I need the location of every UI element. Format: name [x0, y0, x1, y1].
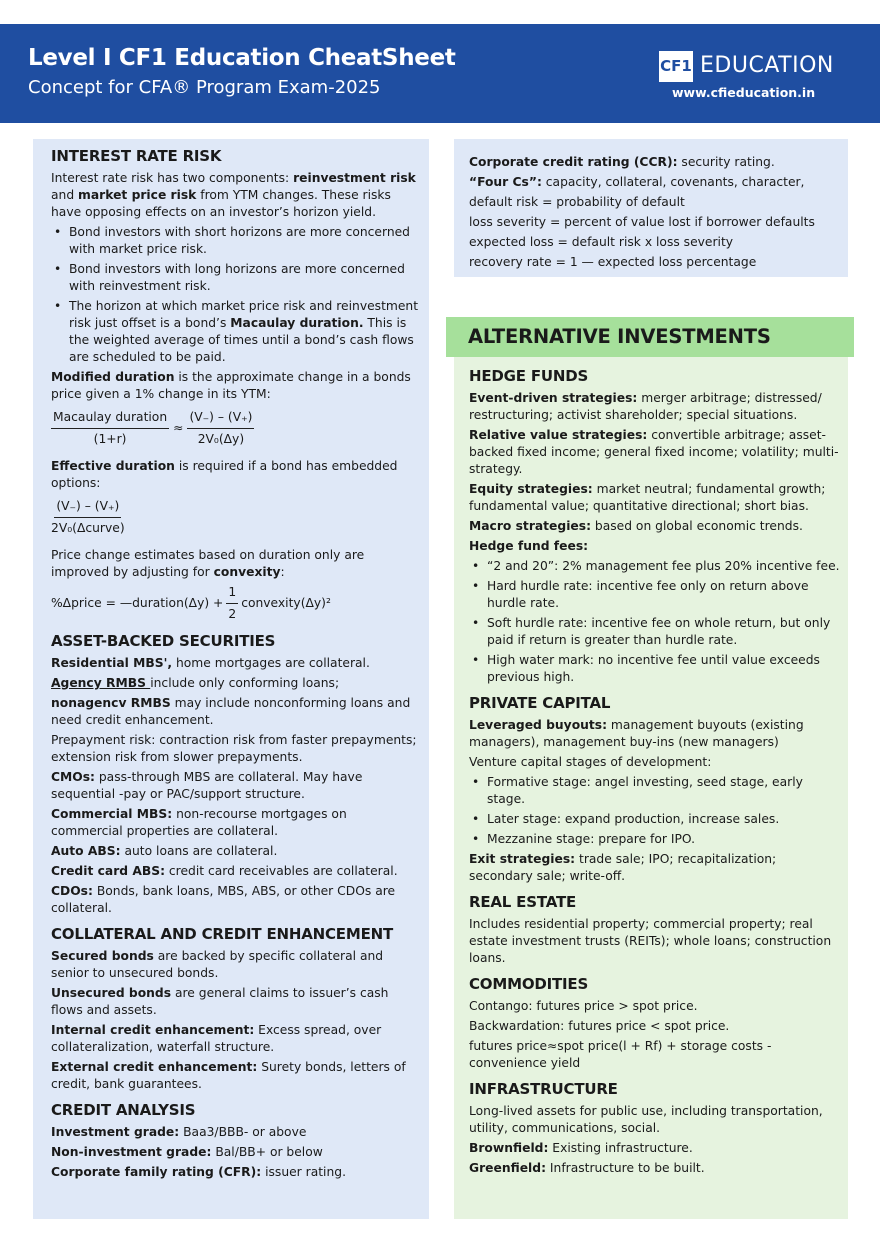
- page-subtitle: Concept for CFA® Program Exam-2025: [28, 77, 381, 98]
- effective-duration-text: Effective duration is required if a bond has embedded options:: [51, 459, 398, 490]
- venture-capital-stages-list: [469, 774, 841, 848]
- list-item: • Bond investors with short horizons are more concerned with market price risk.: [51, 224, 419, 258]
- page-title: Level I CF1 Education CheatSheet: [28, 45, 456, 71]
- section-heading-infrastructure: INFRASTRUCTURE: [469, 1080, 618, 1098]
- list-item: • Mezzanine stage: prepare for IPO.: [469, 831, 841, 848]
- irr-intro: Interest rate risk has two components: reinvestment risk and market price risk from YTM changes. These risks have opposing effects on an investor’s horizon yield.: [51, 171, 416, 219]
- website-link[interactable]: www.cfieducation.in: [672, 85, 816, 100]
- hedge-fund-fees-list: [469, 558, 841, 686]
- list-item: • Bond investors with long horizons are more concerned with reinvestment risk.: [51, 261, 419, 295]
- list-item: • Formative stage: angel investing, seed stage, early stage.: [469, 774, 841, 808]
- modified-duration-text: Modified duration is the approximate change in a bonds price given a 1% change in its YTM:: [51, 370, 411, 401]
- section-heading-credit-analysis: CREDIT ANALYSIS: [51, 1101, 196, 1119]
- list-item: • The horizon at which market price risk and reinvestment risk just offset is a bond’s Macaulay duration. This is the weighted average of times until a bond’s cash flows are scheduled to be paid.: [51, 298, 419, 366]
- section-heading-real-estate: REAL ESTATE: [469, 893, 577, 911]
- convexity-formula: %Δprice = —duration(Δy) + $\frac{1}{2}$ convexity(Δy)²: [51, 585, 331, 621]
- alt-investments-title: ALTERNATIVE INVESTMENTS: [468, 325, 771, 348]
- list-item: • Later stage: expand production, increase sales.: [469, 811, 841, 828]
- effective-duration-formula: $\frac{(V_-) - (V_+)}{\text{2V₀(Δcurve)}}$: [51, 499, 125, 535]
- modified-duration-formula: $\frac{\text{Macaulay duration}}{(1+r)}$ ≈ $\frac{(V_-) - (V_+)}{\text{2V₀(Δy)}}$: [53, 410, 253, 446]
- list-item: • High water mark: no incentive fee until value exceeds previous high.: [469, 652, 841, 686]
- section-heading-private-capital: PRIVATE CAPITAL: [469, 694, 611, 712]
- section-heading-hedge-funds: HEDGE FUNDS: [469, 367, 589, 385]
- logo-text: EDUCATION: [700, 53, 834, 78]
- list-item: • “2 and 20”: 2% management fee plus 20% incentive fee.: [469, 558, 841, 575]
- list-item: • Hard hurdle rate: incentive fee only on return above hurdle rate.: [469, 578, 841, 612]
- credit-analysis-continued: Corporate credit rating (CCR): security rating. “Four Cs”: capacity, collateral, covenants, character, default risk = probability of default loss severity = percent of value lost if borrower defaults expected loss = default risk x loss severity recovery rate = 1 — expected loss percentage: [469, 155, 815, 269]
- alternative-investments-column: HEDGE FUNDS Event-driven strategies: merger arbitrage; distressed/ restructuring; activist shareholder; special situations. Relative value strategies: convertible arbitrage; asset-backed fixed income; general fixed income; volatility; multi-strategy. Equity strategies: market neutral; fundamental growth; fundamental value; quantitative directional; short bias. Macro strategies: based on global economic trends. Hedge fund fees: • “2 and 20”: 2% management fee plus 20% incentive fee. • Hard hurdle rate: incentive fee only on return above hurdle rate. • Soft hurdle rate: incentive fee on whole return, but only paid if return is greater than hurdle rate. • High water mark: no incentive fee until value exceeds previous high. PRIVATE CAPITAL Leveraged buyouts: management buyouts (existing managers), management buy-ins (new managers) Venture capital stages of development: • Formative stage: angel investing, seed stage, early stage. • Later stage: expand production, increase sales. • Mezzanine stage: prepare for IPO. Exit strategies: trade sale; IPO; recapitalization; secondary sale; write-off. REAL ESTATE Includes residential property; commercial property; real estate investment trusts (REITs); whole loans; construction loans. COMMODITIES Contango: futures price > spot price. Backwardation: futures price < spot price. futures price≈spot price(l + Rf) + storage costs - convenience yield INFRASTRUCTURE Long-lived assets for public use, including transportation, utility, communications, social. Brownfield: Existing infrastructure. Greenfield: Infrastructure to be built.: [469, 368, 841, 1180]
- left-column: INTEREST RATE RISK Interest rate risk has two components: reinvestment risk and market price risk from YTM changes. These risks have opposing effects on an investor’s horizon yield. • Bond investors with short horizons are more concerned with market price risk. • Bond investors with long horizons are more concerned with reinvestment risk. • The horizon at which market price risk and reinvestment risk just offset is a bond’s Macaulay duration. This is the weighted average of times until a bond’s cash flows are scheduled to be paid. Modified duration is the approximate change in a bonds price given a 1% change in its YTM: $\frac{\text{Macaulay duration}}{(1+r)}$ ≈ $\frac{(V_-) - (V_+)}{\text{2V₀(Δy)}}$ Effective duration is required if a bond has embedded options: $\frac{(V_-) - (V_+)}{\text{2V₀(Δcurve)}}$ Price change estimates based on duration only are improved by adjusting for convexity: %Δprice = —duration(Δy) + $\frac{1}{2}$ convexity(Δy)² ASSET-BACKED SECURITIES Residential MBS', home mortgages are collateral. Agency RMBS include only conforming loans; nonagencv RMBS may include nonconforming loans and need credit enhancement. Prepayment risk: contraction risk from faster prepayments; extension risk from slower prepayments. CMOs: pass-through MBS are collateral. May have sequential -pay or PAC/support structure. Commercial MBS: non-recourse mortgages on commercial properties are collateral. Auto ABS: auto loans are collateral. Credit card ABS: credit card receivables are collateral. CDOs: Bonds, bank loans, MBS, ABS, or other CDOs are collateral. COLLATERAL AND CREDIT ENHANCEMENT Secured bonds are backed by specific collateral and senior to unsecured bonds. Unsecured bonds are general claims to issuer’s cash flows and assets. Internal credit enhancement: Excess spread, over collateralization, waterfall structure. External credit enhancement: Surety bonds, letters of credit, bank guarantees. CREDIT ANALYSIS Investment grade: Baa3/BBB- or above Non-investment grade: Bal/BB+ or below Corporate family rating (CFR): issuer rating.: [51, 148, 419, 1184]
- page-header: [0, 24, 880, 123]
- convexity-text: Price change estimates based on duration only are improved by adjusting for convexity:: [51, 548, 365, 579]
- alt-investments-banner: [446, 317, 854, 357]
- logo-mark: CF1: [659, 51, 693, 82]
- section-heading-commodities: COMMODITIES: [469, 975, 589, 993]
- section-heading-asset-backed: ASSET-BACKED SECURITIES: [51, 632, 276, 650]
- list-item: • Soft hurdle rate: incentive fee on whole return, but only paid if return is greater than hurdle rate.: [469, 615, 841, 649]
- section-heading-collateral: COLLATERAL AND CREDIT ENHANCEMENT: [51, 925, 393, 943]
- section-heading-interest-rate-risk: INTEREST RATE RISK: [51, 147, 222, 165]
- irr-bullets: [51, 224, 419, 366]
